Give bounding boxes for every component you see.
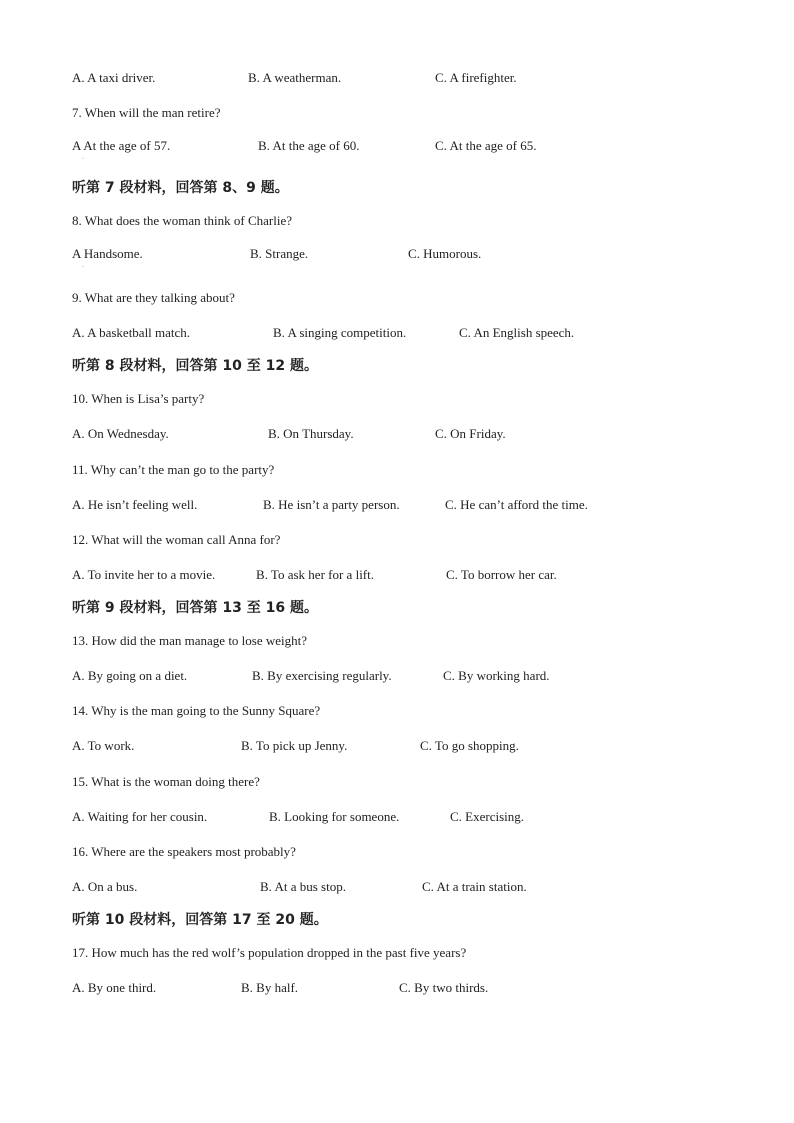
option-b: B. By half.	[241, 980, 299, 995]
option-c: C. An English speech.	[459, 325, 575, 340]
option-b: B. To pick up Jenny.	[241, 738, 348, 753]
option-c: C. Humorous.	[408, 246, 482, 261]
option-b: B. To ask her for a lift.	[256, 567, 374, 582]
question-13: 13. How did the man manage to lose weight?	[72, 633, 308, 648]
option-b: B. At a bus stop.	[260, 879, 346, 894]
option-c: C. At the age of 65.	[435, 138, 537, 153]
option-b: B. On Thursday.	[268, 426, 354, 441]
option-a: A. He isn’t feeling well.	[72, 497, 198, 512]
option-c: C. To borrow her car.	[446, 567, 557, 582]
question-10: 10. When is Lisa’s party?	[72, 391, 205, 406]
option-c: C. By two thirds.	[399, 980, 489, 995]
option-b: B. A singing competition.	[273, 325, 407, 340]
option-b: B. Looking for someone.	[269, 809, 400, 824]
option-c: C. He can’t afford the time.	[445, 497, 588, 512]
option-c: C. At a train station.	[422, 879, 527, 894]
option-b: B. A weatherman.	[248, 70, 342, 85]
option-c: C. By working hard.	[443, 668, 550, 683]
option-a: A. On Wednesday.	[72, 426, 169, 441]
section-heading: 听第 10 段材料，回答第 17 至 20 题。	[72, 912, 328, 928]
question-8: 8. What does the woman think of Charlie?	[72, 213, 292, 228]
option-a: A. By one third.	[72, 980, 157, 995]
question-15: 15. What is the woman doing there?	[72, 774, 260, 789]
option-b: B. Strange.	[250, 246, 309, 261]
option-b: B. At the age of 60.	[258, 138, 360, 153]
section-heading: 听第 9 段材料，回答第 13 至 16 题。	[72, 600, 318, 616]
option-a: A. To invite her to a movie.	[72, 567, 216, 582]
question-9: 9. What are they talking about?	[72, 290, 235, 305]
option-a: A. To work.	[72, 738, 135, 753]
option-a: A. A basketball match.	[72, 325, 191, 340]
dot-mark: ·	[82, 264, 84, 270]
section-heading: 听第 8 段材料，回答第 10 至 12 题。	[72, 358, 318, 374]
question-17: 17. How much has the red wolf’s population dropped in the past five years?	[72, 945, 467, 960]
option-c: C. To go shopping.	[420, 738, 519, 753]
option-c: C. On Friday.	[435, 426, 506, 441]
option-a: A Handsome.	[72, 246, 143, 261]
option-a: A. Waiting for her cousin.	[72, 809, 208, 824]
option-a: A. By going on a diet.	[72, 668, 188, 683]
option-c: C. Exercising.	[450, 809, 525, 824]
option-a: A At the age of 57.	[72, 138, 171, 153]
question-16: 16. Where are the speakers most probably?	[72, 844, 296, 859]
dot-mark: ·	[82, 156, 84, 162]
option-a: A. On a bus.	[72, 879, 138, 894]
option-c: C. A firefighter.	[435, 70, 517, 85]
question-7: 7. When will the man retire?	[72, 105, 221, 120]
option-b: B. By exercising regularly.	[252, 668, 392, 683]
option-a: A. A taxi driver.	[72, 70, 156, 85]
section-heading: 听第 7 段材料，回答第 8、9 题。	[72, 180, 289, 196]
question-14: 14. Why is the man going to the Sunny Square?	[72, 703, 321, 718]
question-11: 11. Why can’t the man go to the party?	[72, 462, 275, 477]
question-12: 12. What will the woman call Anna for?	[72, 532, 281, 547]
option-b: B. He isn’t a party person.	[263, 497, 400, 512]
